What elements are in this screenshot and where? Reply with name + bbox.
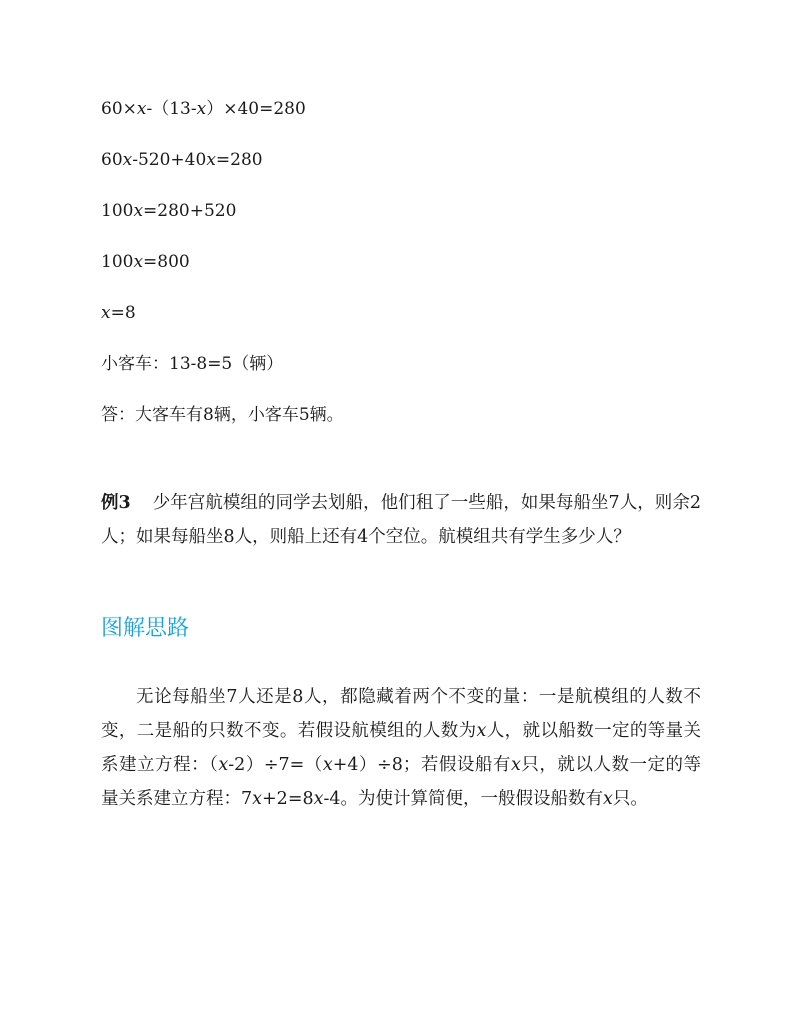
text-segment: 只。	[612, 789, 648, 809]
equation-line-2	[101, 148, 263, 172]
variable-x: x	[133, 201, 144, 221]
text-segment: 100	[101, 201, 134, 221]
text-segment: =280	[215, 150, 263, 170]
variable-x: x	[133, 252, 144, 272]
text-segment: 人，就以船数一定的等量关系建立方程：（	[101, 721, 702, 775]
example-problem	[101, 486, 701, 554]
equation-line-5	[101, 301, 136, 325]
text-segment: 只，就以人数一定的等量关系建立方程：7	[101, 755, 702, 809]
text-segment: 60	[101, 150, 123, 170]
variable-x: x	[218, 755, 229, 775]
variable-x: x	[136, 99, 147, 119]
text-segment: =800	[143, 252, 190, 272]
text-segment: -4。为使计算简便，一般假设船数有	[323, 789, 604, 809]
variable-x: x	[476, 721, 487, 741]
example-text: 少年宫航模组的同学去划船，他们租了一些船，如果每船坐7人，则余2人；如果每船坐8人，则船上还有4个空位。航模组共有学生多少人？	[101, 493, 701, 547]
text-segment: 60×	[101, 99, 137, 119]
text-segment: ）×40=280	[206, 99, 306, 119]
variable-x: x	[510, 755, 521, 775]
text-segment: =280+520	[143, 201, 237, 221]
text-segment: 小客车：13-8=5（辆）	[101, 354, 284, 374]
answer-line	[101, 403, 344, 427]
text-segment: +4）÷8；若假设船有	[332, 755, 511, 775]
explanation-paragraph	[101, 680, 701, 816]
variable-x: x	[252, 789, 263, 809]
text-segment: -520+40	[132, 150, 207, 170]
variable-x: x	[603, 789, 613, 809]
text-segment: 100	[101, 252, 134, 272]
text-segment: =8	[110, 303, 136, 323]
variable-x: x	[322, 755, 333, 775]
variable-x: x	[313, 789, 324, 809]
equation-line-3	[101, 199, 236, 223]
variable-x: x	[206, 150, 216, 170]
text-segment: 无论每船坐7人还是8人，都隐藏着两个不变的量：一是航模组的人数不变，二是船的只数不变。若假设航模组的人数为	[101, 687, 701, 741]
equation-line-1	[101, 97, 306, 121]
text-segment: 答：大客车有8辆，小客车5辆。	[101, 405, 344, 425]
example-label: 例3	[101, 493, 131, 513]
variable-x: x	[122, 150, 133, 170]
calculation-line	[101, 352, 283, 376]
section-heading: 图解思路	[101, 616, 190, 641]
variable-x: x	[101, 303, 111, 323]
variable-x: x	[196, 99, 207, 119]
text-segment: -2）÷7=（	[228, 755, 323, 775]
text-segment: -（13-	[146, 99, 197, 119]
text-segment: +2=8	[262, 789, 314, 809]
equation-line-4	[101, 250, 190, 274]
